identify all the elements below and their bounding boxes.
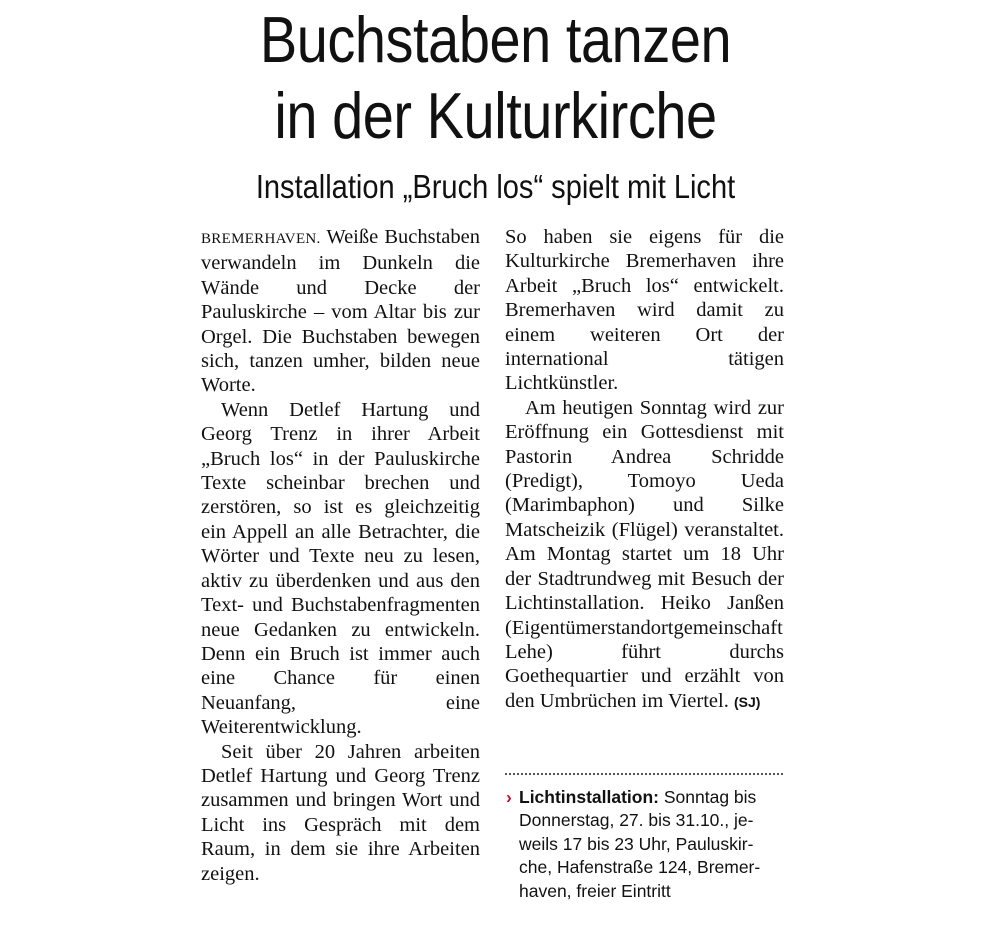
headline-line-1: Buchstaben tanzen	[259, 3, 732, 76]
info-line: Donnerstag, 27. bis 31.10., je-	[519, 810, 754, 831]
article-paragraph	[201, 225, 480, 398]
info-line: che, Hafenstraße 124, Bremer-	[519, 857, 761, 878]
paragraph-text: Am heutigen Sonntag wird zur Eröffnung ein Gottesdienst mit Pastorin Andrea Schridde (Predigt), Tomoyo Ueda (Marimbaphon) und Silke Matscheizik (Flügel) veranstaltet. Am Montag startet um 18 Uhr der Stadtrundweg mit Besuch der Lichtinstallation. Heiko Janßen (Eigentümerstandortgemeinschaft Lehe) führt durchs Goethequartier und erzählt von den Umbrüchen im Viertel.	[505, 396, 784, 712]
info-line: weils 17 bis 23 Uhr, Pauluskir-	[519, 833, 754, 854]
info-label: Lichtinstallation:	[519, 787, 659, 807]
info-line: haven, freier Eintritt	[519, 880, 671, 901]
chevron-right-icon: ›	[506, 787, 512, 807]
info-text: Sonntag bis	[663, 787, 757, 807]
article-paragraph: Wenn Detlef Hartung und Georg Trenz in ihrer Arbeit „Bruch los“ in der Pauluskirche Texte scheinbar brechen und zerstören, so ist es gleichzeitig ein Appell an alle Betrachter, die Wörter und Texte neu zu lesen, aktiv zu überdenken und aus den Text- und Buchstabenfragmenten neue Gedanken zu entwickeln. Denn ein Bruch ist immer auch eine Chance für einen Neuanfang, eine Weiterentwicklung.	[201, 398, 480, 739]
article-paragraph: Seit über 20 Jahren arbeiten Detlef Hartung und Georg Trenz zusammen und bringen Wort und Licht ins Gespräch mit dem Raum, in dem sie ihre Arbeiten zeigen.	[201, 740, 480, 885]
paragraph-text: Weiße Buchstaben verwandeln im Dunkeln die Wände und Decke der Pauluskirche – vom Altar bis zur Orgel. Die Buchstaben bewegen sich, tanzen umher, bilden neue Worte.	[201, 226, 480, 397]
article-paragraph	[505, 396, 784, 714]
article-column-2	[505, 225, 784, 714]
author-signature: (SJ)	[733, 693, 761, 710]
info-box	[506, 786, 796, 903]
headline-line-2: in der Kulturkirche	[274, 79, 717, 152]
headline	[69, 2, 921, 154]
subheadline: Installation „Bruch los“ spielt mit Licht	[255, 168, 736, 205]
info-line	[506, 786, 796, 809]
article-column-1	[201, 225, 480, 886]
dateline: BREMERHAVEN.	[201, 231, 321, 247]
article-paragraph: So haben sie eigens für die Kulturkirche Bremerhaven ihre Arbeit „Bruch los“ entwickelt. Bremerhaven wird damit zu einem weiteren Ort der international tätigen Lichtkünstler.	[505, 226, 784, 395]
dotted-divider	[505, 773, 783, 775]
